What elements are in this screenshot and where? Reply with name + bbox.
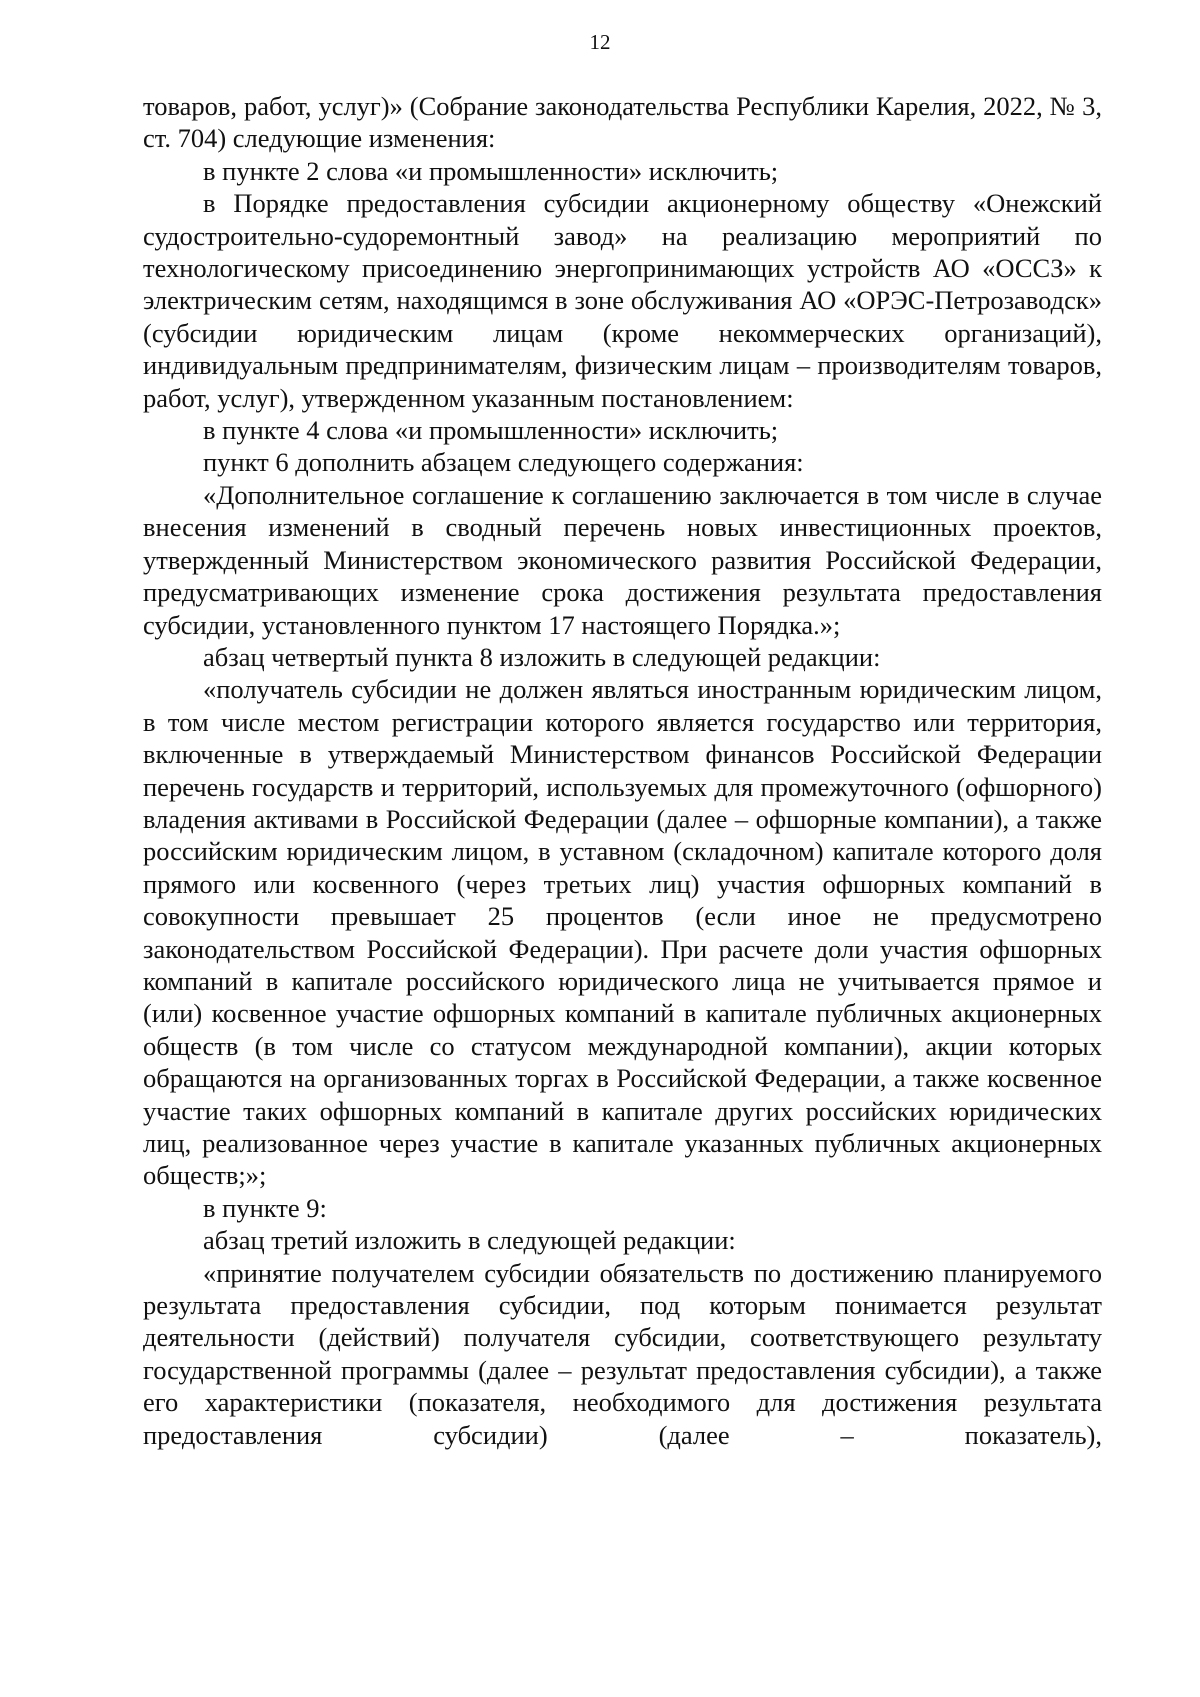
document-body: [143, 90, 1102, 1451]
paragraph-quote-agreement: «Дополнительное соглашение к соглашению заключается в том числе в случае внесения изменений в сводный перечень новых инвестиционных проектов, утвержденный Министерством экономического развития Российской Федерации, предусматривающих изменение срока достижения результата предоставления субсидии, установленного пунктом 17 настоящего Порядка.»;: [143, 479, 1102, 640]
page-number: 12: [589, 30, 611, 54]
paragraph-item-2-change: в пункте 2 слова «и промышленности» исключить;: [203, 155, 779, 186]
paragraph-intro: товаров, работ, услуг)» (Собрание законодательства Республики Карелия, 2022, № 3, ст. 704) следующие изменения:: [143, 91, 1102, 154]
paragraph-third-para-change: абзац третий изложить в следующей редакции:: [203, 1225, 736, 1256]
paragraph-item-8-change: абзац четвертый пункта 8 изложить в следующей редакции:: [203, 641, 881, 672]
paragraph-quote-offshore: «получатель субсидии не должен являться иностранным юридическим лицом, в том числе местом регистрации которого является государство или территория, включенные в утверждаемый Министерством финансов Российской Федерации перечень государств и территорий, используемых для промежуточного (офшорного) владения активами в Российской Федерации (далее – офшорные компании), а также российским юридическим лицом, в уставном (складочном) капитале которого доля прямого или косвенного (через третьих лиц) участия офшорных компаний в совокупности превышает 25 процентов (если иное не предусмотрено законодательством Российской Федерации). При расчете доли участия офшорных компаний в капитале российского юридического лица не учитывается прямое и (или) косвенное участие офшорных компаний в капитале публичных акционерных обществ (в том числе со статусом международной компании), акции которых обращаются на организованных торгах в Российской Федерации, а также косвенное участие таких офшорных компаний в капитале других российских юридических лиц, реализованное через участие в капитале указанных публичных акционерных обществ;»;: [143, 674, 1102, 1191]
paragraph-order-subsidy: в Порядке предоставления субсидии акционерному обществу «Онежский судостроительно-судоремонтный завод» на реализацию мероприятий по технологическому присоединению энергопринимающих устройств АО «ОССЗ» к электрическим сетям, находящимся в зоне обслуживания АО «ОРЭС-Петрозаводск» (субсидии юридическим лицам (кроме некоммерческих организаций), индивидуальным предпринимателям, физическим лицам – производителям товаров, работ, услуг), утвержденном указанным постановлением:: [143, 188, 1102, 413]
paragraph-item-4-change: в пункте 4 слова «и промышленности» исключить;: [203, 415, 779, 446]
paragraph-item-6-supplement: пункт 6 дополнить абзацем следующего содержания:: [203, 447, 804, 478]
paragraph-item-9: в пункте 9:: [203, 1192, 327, 1223]
paragraph-quote-obligations: «принятие получателем субсидии обязательств по достижению планируемого результата предоставления субсидии, под которым понимается результат деятельности (действий) получателя субсидии, соответствующего результату государственной программы (далее – результат предоставления субсидии), а также его характеристики (показателя, необходимого для достижения результата предоставления субсидии) (далее – показатель),: [143, 1257, 1102, 1450]
